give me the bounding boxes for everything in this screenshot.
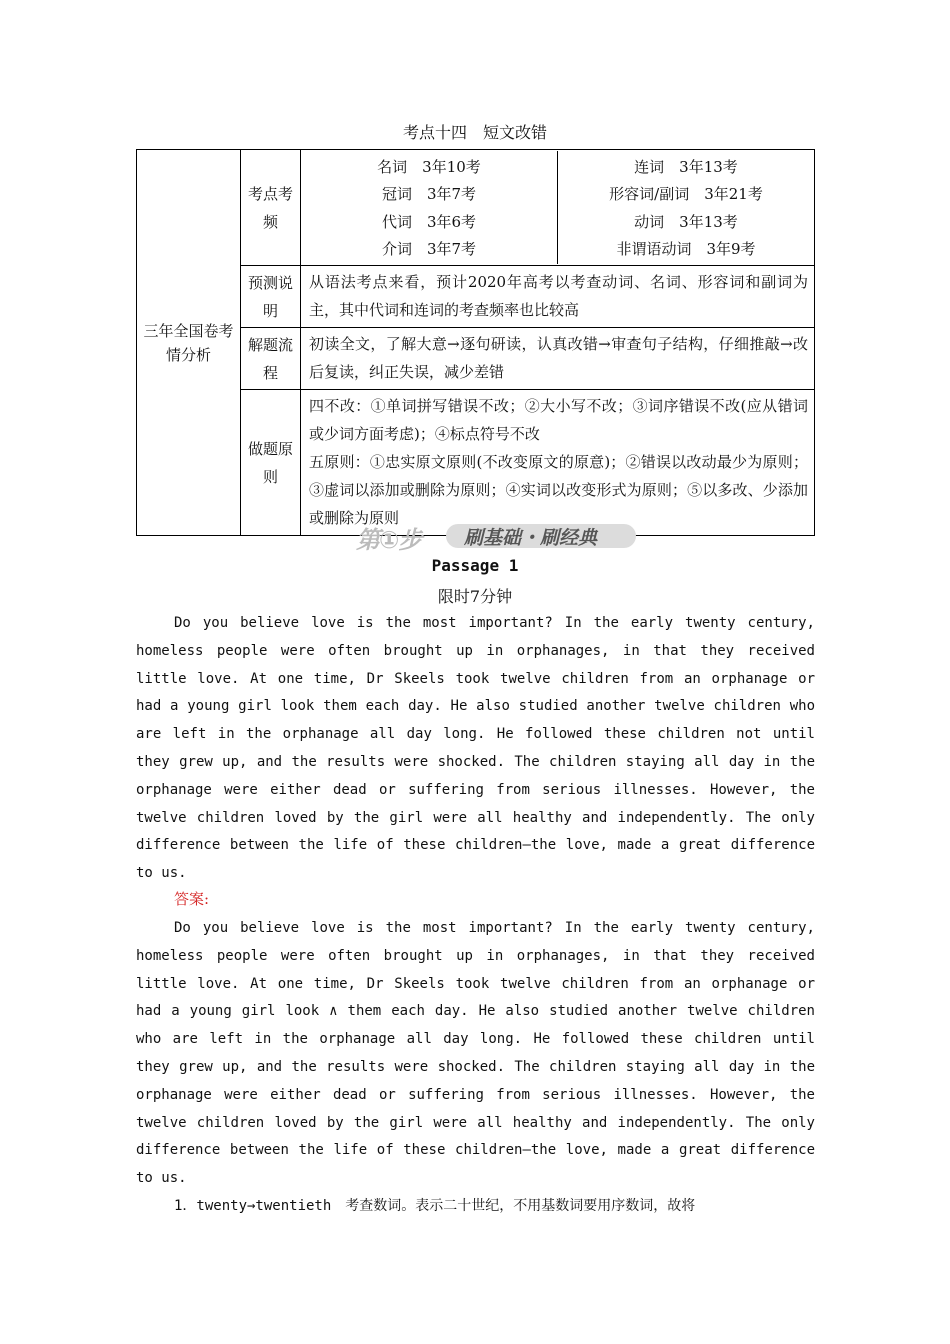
process-label: 解题流程 bbox=[241, 328, 301, 390]
time-limit: 限时7分钟 bbox=[437, 587, 513, 606]
freq-item: 动词 3年13考 bbox=[634, 212, 738, 231]
freq-item: 名词 3年10考 bbox=[377, 158, 481, 177]
step-label: 刷基础・刷经典 bbox=[464, 527, 598, 549]
process-text: 初读全文，了解大意→逐句研读，认真改错→审查句子结构，仔细推敲→改后复读，纠正失误，减少差错 bbox=[301, 328, 815, 390]
section-title: 考点十四 短文改错 bbox=[402, 123, 547, 142]
freq-item: 非谓语动词 3年9考 bbox=[616, 239, 756, 258]
principle-label: 做题原则 bbox=[241, 390, 301, 536]
answer-text: Do you believe love is the most important? In the early twenty century, homeless people were often brought up in orphanages, in that they received little love. At one time, Dr Skeels took twelve children from an orphanage or had a young girl look ∧ them each day. He also studied another twelve children who are left in the orphanage all day long. He followed these children until they grew up, and the results were shocked. The children staying all day in the orphanage were either dead or suffering from serious illnesses. However, the twelve children loved by the girl were all healthy and independently. The only difference between the life of these children—the love, made a great difference to us. bbox=[136, 920, 815, 1187]
principle-line-1: 四不改：①单词拼写错误不改；②大小写不改；③词序错误不改(应从错词或少词方面考虑)；④标点符号不改 bbox=[309, 397, 808, 443]
predict-text: 从语法考点来看，预计2020年高考以考查动词、名词、形容词和副词为主，其中代词和连词的考查频率也比较高 bbox=[301, 266, 815, 328]
predict-label: 预测说明 bbox=[241, 266, 301, 328]
freq-item: 代词 3年6考 bbox=[381, 212, 477, 231]
answer-label: 答案: bbox=[174, 890, 210, 908]
step-number: 第①步 bbox=[356, 526, 422, 554]
freq-left-column bbox=[301, 151, 557, 264]
freq-cell bbox=[301, 150, 815, 266]
freq-item: 连词 3年13考 bbox=[634, 158, 738, 177]
principle-cell bbox=[301, 390, 815, 536]
table-side-label: 三年全国卷考情分析 bbox=[137, 150, 241, 536]
note-text: 考查数词。表示二十世纪，不用基数词要用序数词，故将 bbox=[331, 1198, 696, 1214]
freq-item: 冠词 3年7考 bbox=[381, 185, 477, 204]
principle-line-2: 五原则：①忠实原文原则(不改变原文的原意)；②错误以改动最少为原则；③虚词以添加或删除为原则；④实词以改变形式为原则；⑤以多改、少添加或删除为原则 bbox=[309, 453, 808, 527]
passage-title: Passage 1 bbox=[431, 556, 519, 575]
freq-label: 考点考频 bbox=[241, 150, 301, 266]
freq-right-column bbox=[557, 151, 814, 264]
freq-item: 介词 3年7考 bbox=[381, 239, 477, 258]
note-prefix: 1．twenty→twentieth bbox=[174, 1198, 332, 1214]
exam-analysis-table bbox=[136, 149, 815, 536]
passage-text: Do you believe love is the most important? In the early twenty century, homeless people were often brought up in orphanages, in that they received little love. At one time, Dr Skeels took twelve children from an orphanage or had a young girl look them each day. He also studied another twelve children who are left in the orphanage all day long. He followed these children not until they grew up, and the results were shocked. The children staying all day in the orphanage were either dead or suffering from serious illnesses. However, the twelve children loved by the girl were all healthy and independently. The only difference between the life of these children—the love, made a great difference to us. bbox=[136, 615, 815, 882]
answer-note bbox=[136, 1193, 815, 1220]
freq-item: 形容词/副词 3年21考 bbox=[609, 185, 763, 204]
step-banner bbox=[352, 520, 642, 552]
